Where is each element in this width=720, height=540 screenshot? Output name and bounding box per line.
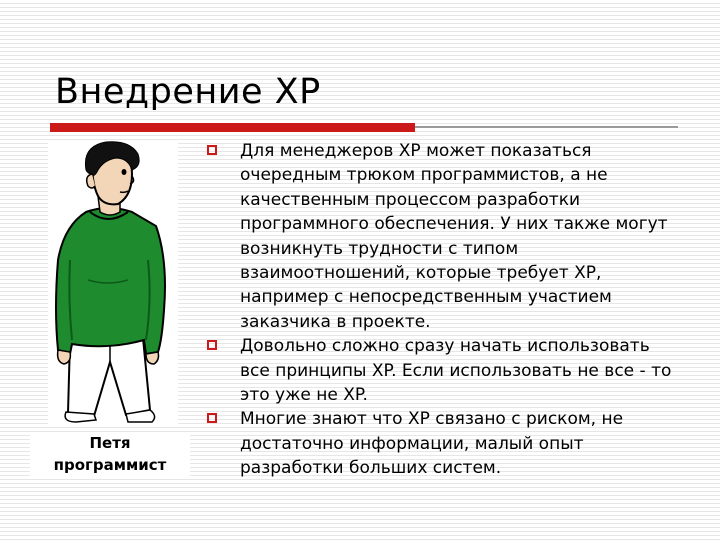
list-item: [205, 139, 683, 334]
bullet-text: Довольно сложно сразу начать использовать все принципы XP. Если использовать не все - то это уже не XP.: [240, 336, 672, 406]
square-bullet-icon: [207, 340, 217, 350]
bullet-list: [205, 139, 683, 481]
square-bullet-icon: [207, 145, 217, 155]
list-item: [205, 407, 683, 480]
bullet-text: Для менеджеров XP может показаться очередным трюком программистов, а не качественным процессом разработки программного обеспечения. У них также могут возникнуть трудности с типом взаимоотношений, которые требует XP, например с непосредственным участием заказчика в проекте.: [240, 141, 668, 332]
list-item: [205, 334, 683, 407]
caption-role: программист: [53, 456, 167, 474]
title-accent-bar: [50, 123, 415, 132]
bullet-text: Многие знают что XP связано с риском, не достаточно информации, малый опыт разработки больших систем.: [240, 409, 624, 479]
person-icon: [48, 140, 178, 425]
figure-caption: [30, 432, 190, 476]
slide-title: Внедрение XP: [55, 72, 321, 112]
caption-name: Петя: [89, 434, 131, 452]
square-bullet-icon: [207, 413, 217, 423]
programmer-illustration: [48, 140, 178, 425]
